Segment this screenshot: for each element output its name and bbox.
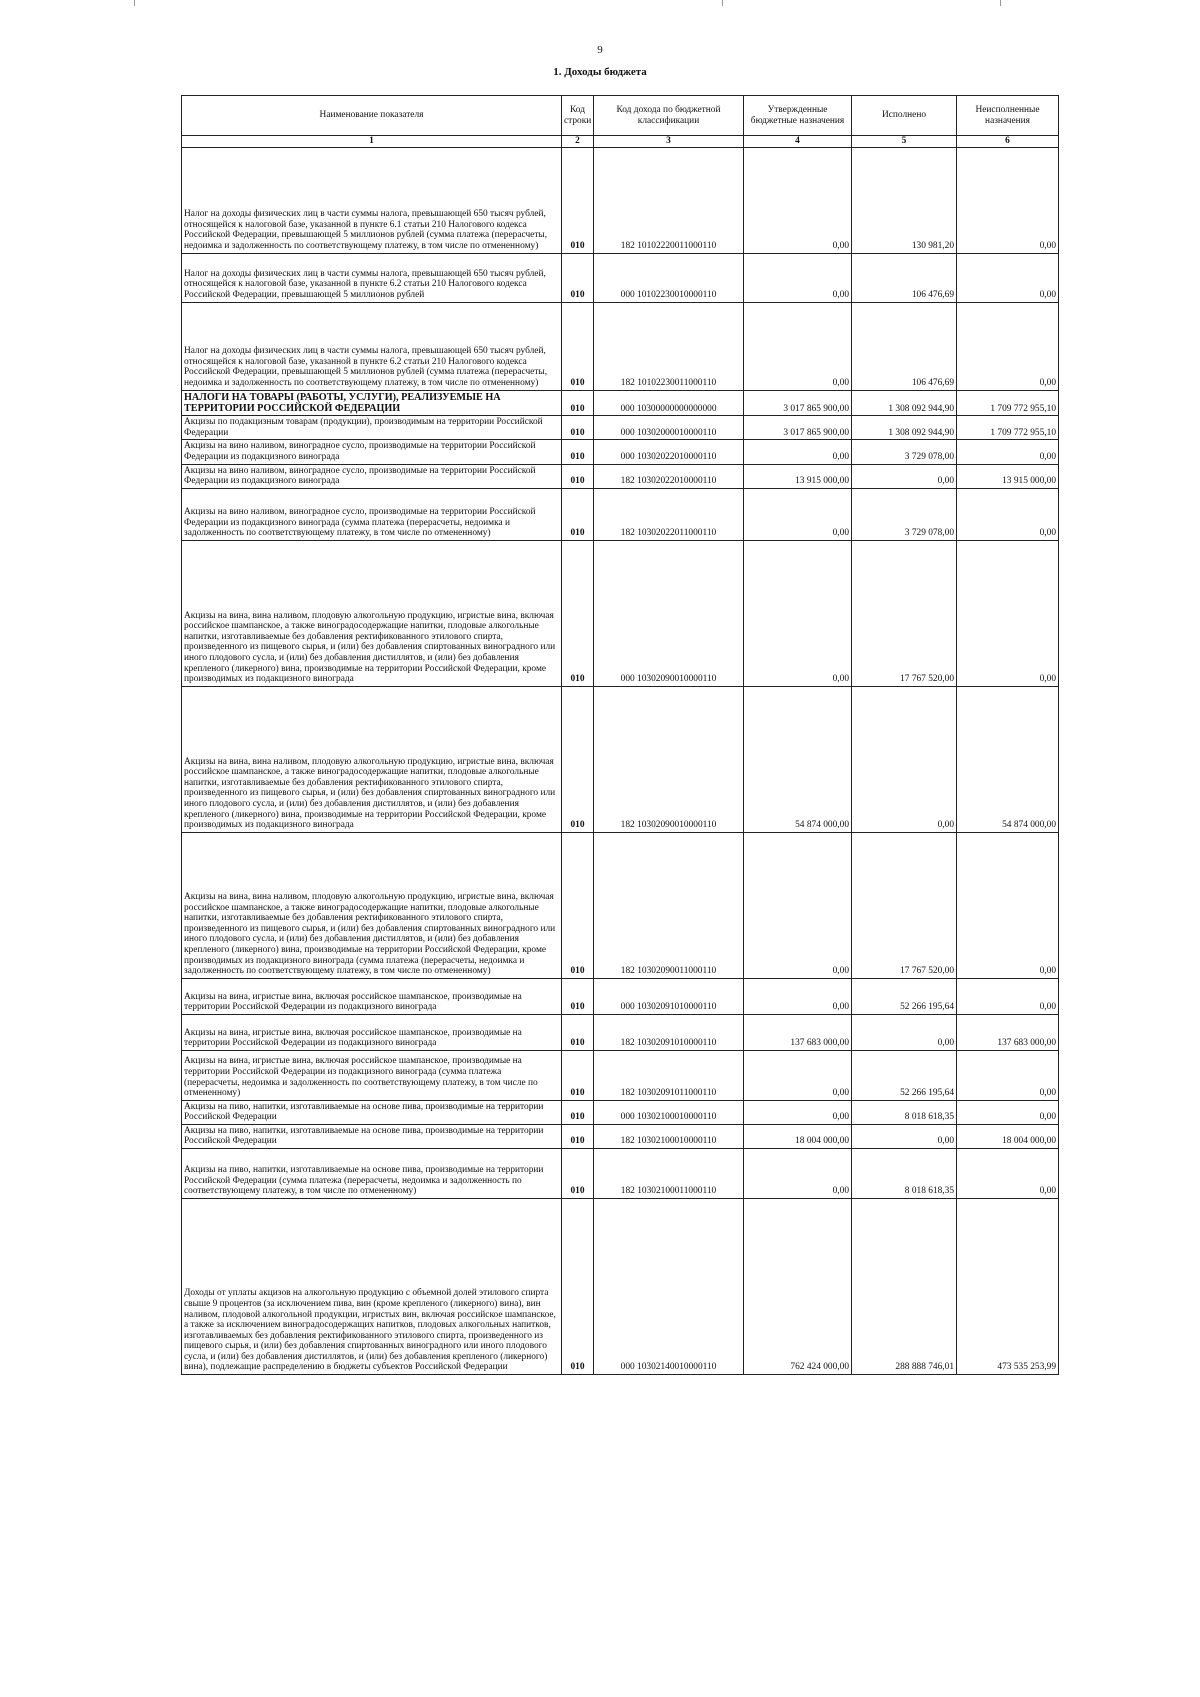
row-line-code: 010 (562, 390, 594, 416)
column-number-row (182, 136, 1059, 148)
row-unexecuted: 0,00 (957, 147, 1059, 253)
row-revenue-code: 000 10302100010000110 (594, 1100, 744, 1124)
row-executed: 130 981,20 (852, 147, 957, 253)
row-executed: 8 018 618,35 (852, 1100, 957, 1124)
row-unexecuted: 13 915 000,00 (957, 464, 1059, 488)
row-line-code: 010 (562, 1124, 594, 1148)
row-unexecuted: 137 683 000,00 (957, 1014, 1059, 1050)
row-approved: 0,00 (744, 147, 852, 253)
row-revenue-code: 182 10302100011000110 (594, 1148, 744, 1198)
row-revenue-code: 182 10302091010000110 (594, 1014, 744, 1050)
page-number: 9 (597, 44, 603, 56)
table-row (182, 832, 1059, 978)
row-line-code: 010 (562, 440, 594, 464)
row-line-code: 010 (562, 488, 594, 540)
table-row (182, 390, 1059, 416)
row-revenue-code: 182 10302022011000110 (594, 488, 744, 540)
row-name: Налог на доходы физических лиц в части суммы налога, превышающей 650 тысяч рублей, относящейся к налоговой базе, указанной в пункте 6.1 статьи 210 Налогового кодекса Российской Федерации, превышающей 5 миллионов рублей (сумма платежа (перерасчеты, недоимка и задолженность по соответствующему платежу, в том числе по отмененному) (182, 147, 562, 253)
row-unexecuted: 1 709 772 955,10 (957, 390, 1059, 416)
row-executed: 52 266 195,64 (852, 1050, 957, 1100)
row-approved: 3 017 865 900,00 (744, 416, 852, 440)
row-executed: 17 767 520,00 (852, 832, 957, 978)
row-revenue-code: 000 10302000010000110 (594, 416, 744, 440)
table-row (182, 416, 1059, 440)
row-approved: 54 874 000,00 (744, 686, 852, 832)
scan-edge-mark (722, 0, 723, 6)
table-row (182, 1100, 1059, 1124)
row-unexecuted: 0,00 (957, 832, 1059, 978)
row-unexecuted: 0,00 (957, 1148, 1059, 1198)
row-revenue-code: 182 10302022010000110 (594, 464, 744, 488)
row-unexecuted: 473 535 253,99 (957, 1198, 1059, 1374)
table-row (182, 1050, 1059, 1100)
row-revenue-code: 182 10302090011000110 (594, 832, 744, 978)
row-unexecuted: 54 874 000,00 (957, 686, 1059, 832)
table-row (182, 1014, 1059, 1050)
row-revenue-code: 182 10102220011000110 (594, 147, 744, 253)
row-approved: 13 915 000,00 (744, 464, 852, 488)
row-name: Акцизы на вино наливом, виноградное сусло, производимые на территории Российской Федерации из подакцизного винограда (182, 440, 562, 464)
row-revenue-code: 182 10302100010000110 (594, 1124, 744, 1148)
row-approved: 0,00 (744, 440, 852, 464)
row-name: Акцизы на вина, вина наливом, плодовую алкогольную продукцию, игристые вина, включая российское шампанское, а также виноградосодержащие напитки, плодовые алкогольные напитки, изготавливаемые без добавления ректификованного этилового спирта, произведенного из пищевого сырья, и (или) без добавления спиртованных виноградного или иного плодового сусла, и (или) без добавления дистиллятов, и (или) без добавления крепленого (ликерного) вина, производимые на территории Российской Федерации, кроме производимых из подакцизного винограда (182, 686, 562, 832)
table-row (182, 464, 1059, 488)
table-body (182, 147, 1059, 1374)
row-approved: 0,00 (744, 253, 852, 302)
row-line-code: 010 (562, 1100, 594, 1124)
row-executed: 17 767 520,00 (852, 540, 957, 686)
row-name: Акцизы на вина, вина наливом, плодовую алкогольную продукцию, игристые вина, включая российское шампанское, а также виноградосодержащие напитки, плодовые алкогольные напитки, изготавливаемые без добавления ректификованного этилового спирта, произведенного из пищевого сырья, и (или) без добавления спиртованных виноградного или иного плодового сусла, и (или) без добавления дистиллятов, и (или) без добавления крепленого (ликерного) вина, производимые на территории Российской Федерации, кроме производимых из подакцизного винограда (сумма платежа (перерасчеты, недоимка и задолженность по соответствующему платежу, в том числе по отмененному) (182, 832, 562, 978)
row-line-code: 010 (562, 1050, 594, 1100)
row-line-code: 010 (562, 147, 594, 253)
row-name: Акцизы на вино наливом, виноградное сусло, производимые на территории Российской Федерации из подакцизного винограда (сумма платежа (перерасчеты, недоимка и задолженность по соответствующему платежу, в том числе по отмененному) (182, 488, 562, 540)
row-unexecuted: 0,00 (957, 440, 1059, 464)
header-unexecuted: Неисполненные назначения (957, 96, 1059, 136)
row-name: Акцизы на вина, вина наливом, плодовую алкогольную продукцию, игристые вина, включая российское шампанское, а также виноградосодержащие напитки, плодовые алкогольные напитки, изготавливаемые без добавления ректификованного этилового спирта, произведенного из пищевого сырья, и (или) без добавления спиртованных виноградного или иного плодового сусла, и (или) без добавления дистиллятов, и (или) без добавления крепленого (ликерного) вина, производимые на территории Российской Федерации, кроме производимых из подакцизного винограда (182, 540, 562, 686)
row-executed: 0,00 (852, 464, 957, 488)
table-row (182, 1198, 1059, 1374)
row-unexecuted: 0,00 (957, 1100, 1059, 1124)
row-name: НАЛОГИ НА ТОВАРЫ (РАБОТЫ, УСЛУГИ), РЕАЛИЗУЕМЫЕ НА ТЕРРИТОРИИ РОССИЙСКОЙ ФЕДЕРАЦИИ (182, 390, 562, 416)
table-row (182, 147, 1059, 253)
row-name: Акцизы по подакцизным товарам (продукции), производимым на территории Российской Федерации (182, 416, 562, 440)
table-row (182, 440, 1059, 464)
row-approved: 0,00 (744, 978, 852, 1014)
row-executed: 3 729 078,00 (852, 488, 957, 540)
budget-revenue-table (181, 95, 1059, 1375)
row-revenue-code: 000 10302090010000110 (594, 540, 744, 686)
row-line-code: 010 (562, 686, 594, 832)
row-name: Акцизы на пиво, напитки, изготавливаемые на основе пива, производимые на территории Российской Федерации (182, 1100, 562, 1124)
row-line-code: 010 (562, 540, 594, 686)
row-revenue-code: 182 10302091011000110 (594, 1050, 744, 1100)
header-executed: Исполнено (852, 96, 957, 136)
row-name: Акцизы на пиво, напитки, изготавливаемые на основе пива, производимые на территории Российской Федерации (182, 1124, 562, 1148)
table-row (182, 253, 1059, 302)
row-unexecuted: 0,00 (957, 488, 1059, 540)
row-line-code: 010 (562, 253, 594, 302)
row-name: Акцизы на вина, игристые вина, включая российское шампанское, производимые на территории Российской Федерации из подакцизного винограда (182, 1014, 562, 1050)
column-number: 6 (957, 136, 1059, 148)
table-row (182, 686, 1059, 832)
row-unexecuted: 0,00 (957, 978, 1059, 1014)
row-unexecuted: 0,00 (957, 253, 1059, 302)
row-line-code: 010 (562, 978, 594, 1014)
row-executed: 52 266 195,64 (852, 978, 957, 1014)
row-approved: 762 424 000,00 (744, 1198, 852, 1374)
header-revenue-code: Код дохода по бюджетной классификации (594, 96, 744, 136)
row-line-code: 010 (562, 416, 594, 440)
row-approved: 0,00 (744, 1148, 852, 1198)
row-executed: 0,00 (852, 1124, 957, 1148)
row-approved: 0,00 (744, 1100, 852, 1124)
row-executed: 1 308 092 944,90 (852, 416, 957, 440)
row-approved: 0,00 (744, 302, 852, 390)
row-line-code: 010 (562, 1198, 594, 1374)
row-name: Акцизы на пиво, напитки, изготавливаемые на основе пива, производимые на территории Российской Федерации (сумма платежа (перерасчеты, недоимка и задолженность по соответствующему платежу, в том числе по отмененному) (182, 1148, 562, 1198)
row-line-code: 010 (562, 1014, 594, 1050)
row-approved: 18 004 000,00 (744, 1124, 852, 1148)
row-name: Налог на доходы физических лиц в части суммы налога, превышающей 650 тысяч рублей, относящейся к налоговой базе, указанной в пункте 6.2 статьи 210 Налогового кодекса Российской Федерации, превышающей 5 миллионов рублей (сумма платежа (перерасчеты, недоимка и задолженность по соответствующему платежу, в том числе по отмененному) (182, 302, 562, 390)
row-executed: 8 018 618,35 (852, 1148, 957, 1198)
row-revenue-code: 000 10302140010000110 (594, 1198, 744, 1374)
column-number: 4 (744, 136, 852, 148)
row-unexecuted: 18 004 000,00 (957, 1124, 1059, 1148)
row-unexecuted: 1 709 772 955,10 (957, 416, 1059, 440)
table-row (182, 1124, 1059, 1148)
table-row (182, 978, 1059, 1014)
row-executed: 3 729 078,00 (852, 440, 957, 464)
row-line-code: 010 (562, 464, 594, 488)
row-revenue-code: 000 10302022010000110 (594, 440, 744, 464)
row-name: Акцизы на вина, игристые вина, включая российское шампанское, производимые на территории Российской Федерации из подакцизного винограда (182, 978, 562, 1014)
scan-edge-mark (1000, 0, 1001, 6)
row-revenue-code: 000 10302091010000110 (594, 978, 744, 1014)
row-approved: 0,00 (744, 1050, 852, 1100)
row-executed: 106 476,69 (852, 253, 957, 302)
row-revenue-code: 000 10102230010000110 (594, 253, 744, 302)
row-unexecuted: 0,00 (957, 540, 1059, 686)
table-row (182, 302, 1059, 390)
row-approved: 0,00 (744, 832, 852, 978)
column-number: 2 (562, 136, 594, 148)
row-line-code: 010 (562, 1148, 594, 1198)
row-revenue-code: 182 10302090010000110 (594, 686, 744, 832)
row-executed: 106 476,69 (852, 302, 957, 390)
row-unexecuted: 0,00 (957, 302, 1059, 390)
column-number: 5 (852, 136, 957, 148)
row-approved: 0,00 (744, 540, 852, 686)
row-executed: 288 888 746,01 (852, 1198, 957, 1374)
row-executed: 1 308 092 944,90 (852, 390, 957, 416)
row-approved: 137 683 000,00 (744, 1014, 852, 1050)
row-line-code: 010 (562, 302, 594, 390)
table-row (182, 540, 1059, 686)
header-approved: Утвержденные бюджетные назначения (744, 96, 852, 136)
header-line-code: Код строки (562, 96, 594, 136)
header-row (182, 96, 1059, 136)
row-unexecuted: 0,00 (957, 1050, 1059, 1100)
row-revenue-code: 182 10102230011000110 (594, 302, 744, 390)
table-row (182, 488, 1059, 540)
header-indicator-name: Наименование показателя (182, 96, 562, 136)
section-title: 1. Доходы бюджета (553, 66, 647, 78)
row-name: Доходы от уплаты акцизов на алкогольную продукцию с объемной долей этилового спирта свыше 9 процентов (за исключением пива, вин (кроме крепленого (ликерного) вина), вин наливом, плодовой алкогольной продукции, игристых вин, включая российское шампанское, а также за исключением виноградосодержащих напитков, плодовых алкогольных напитков, изготавливаемых без добавления ректификованного этилового спирта, произведенного из пищевого сырья, и (или) без добавления спиртованных виноградного или иного плодового сусла, и (или) без добавления дистиллятов, и (или) без добавления крепленого (ликерного) вина), подлежащие распределению в бюджеты субъектов Российской Федерации (182, 1198, 562, 1374)
row-revenue-code: 000 10300000000000000 (594, 390, 744, 416)
row-name: Акцизы на вина, игристые вина, включая российское шампанское, производимые на территории Российской Федерации из подакцизного винограда (сумма платежа (перерасчеты, недоимка и задолженность по соответствующему платежу, в том числе по отмененному) (182, 1050, 562, 1100)
row-line-code: 010 (562, 832, 594, 978)
row-approved: 3 017 865 900,00 (744, 390, 852, 416)
column-number: 3 (594, 136, 744, 148)
row-executed: 0,00 (852, 686, 957, 832)
row-executed: 0,00 (852, 1014, 957, 1050)
row-name: Налог на доходы физических лиц в части суммы налога, превышающей 650 тысяч рублей, относящейся к налоговой базе, указанной в пункте 6.2 статьи 210 Налогового кодекса Российской Федерации, превышающей 5 миллионов рублей (182, 253, 562, 302)
column-number: 1 (182, 136, 562, 148)
scan-edge-mark (134, 0, 135, 6)
row-name: Акцизы на вино наливом, виноградное сусло, производимые на территории Российской Федерации из подакцизного винограда (182, 464, 562, 488)
row-approved: 0,00 (744, 488, 852, 540)
table-row (182, 1148, 1059, 1198)
